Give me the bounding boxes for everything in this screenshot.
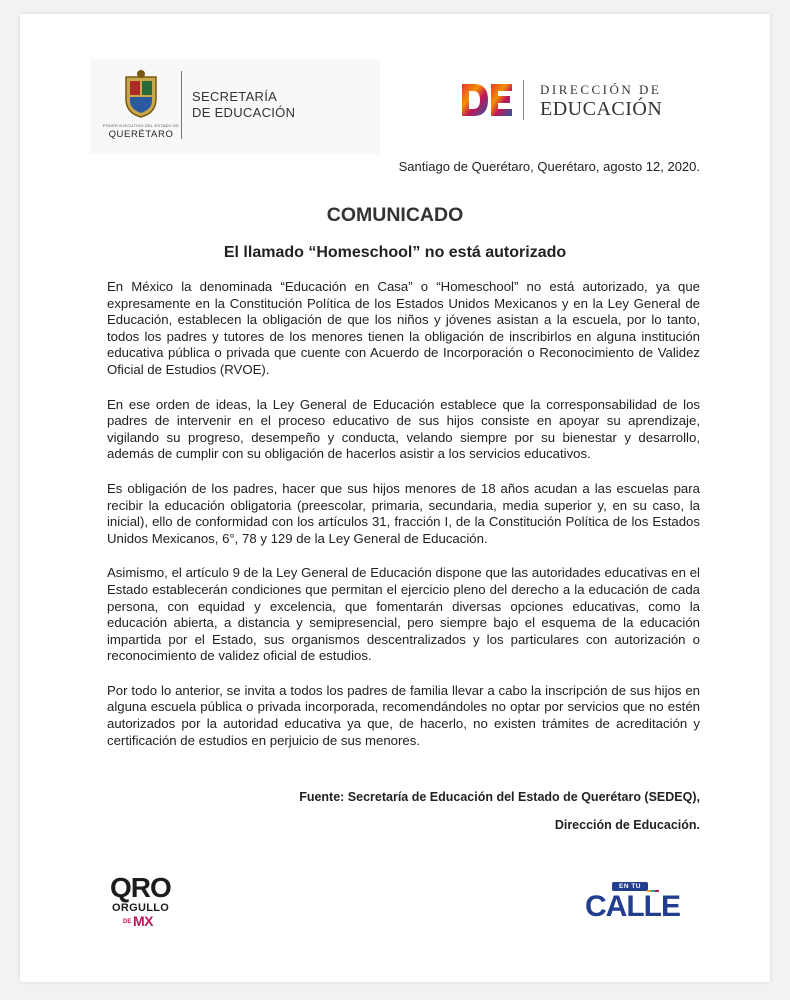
paragraph: Asimismo, el artículo 9 de la Ley General de Educación dispone que las autoridades educativas en el Estado establecerán condiciones que permitan el ejercicio pleno del derecho a la educación de cada persona, con equidad y excelencia, que fomentarán diversas opciones educativas, como la educación abierta, a distancia y semipresencial, pero siempre bajo el esquema de la educación impartida por el Estado, sus organismos descentralizados y los particulares con autorización o reconocimiento de validez oficial de estudios. — [107, 565, 700, 664]
document-page — [20, 14, 770, 982]
de-logo-word: DE — [123, 919, 132, 925]
orgullo-logo-word: ORGULLO — [112, 902, 170, 914]
logo-divider — [181, 71, 182, 139]
de-line1: DIRECCIÓN DE — [540, 82, 662, 97]
document-title: COMUNICADO — [326, 204, 464, 226]
de-mark-icon — [460, 82, 514, 118]
sedeq-name — [192, 89, 295, 121]
de-divider — [523, 80, 524, 120]
document-subtitle: El llamado “Homeschool” no está autorizado — [223, 244, 567, 261]
qro-orgullo-mx-logo — [110, 874, 190, 934]
source-line-2: Dirección de Educación. — [554, 818, 700, 832]
paragraph: En ese orden de ideas, la Ley General de Educación establece que la corresponsabilidad de los padres de intervenir en el proceso educativo de sus hijos consiste en apoyar su aprendizaje, vigilando su progreso, desempeño y conducta, velando siempre por su bienestar y desarrollo, además de cumplir con su obligación de hacerlos asistir a los servicios educativos. — [107, 396, 700, 462]
document-body — [107, 279, 700, 767]
paragraph: En México la denominada “Educación en Casa” o “Homeschool” no está autorizado, ya que expresamente en la Constitución Política de los Estados Unidos Mexicanos y en la Ley General de Educación, establecen la obligación de que los niños y jóvenes asistan a la escuela, por lo tanto, todos los padres y tutores de los menores tienen la obligación de inscribirlos en alguna institución educativa pública o privada que cuente con Acuerdo de Incorporación o Reconocimiento de Validez Oficial de Estudios (RVOE). — [107, 279, 700, 377]
source-line: Fuente: Secretaría de Educación del Estado de Querétaro (SEDEQ), — [299, 790, 700, 804]
qro-logo-word: QRO — [110, 872, 171, 903]
en-tu-badge: EN TU — [612, 882, 648, 891]
en-tu-calle-logo — [585, 882, 680, 927]
paragraph: Por todo lo anterior, se invita a todos los padres de familia llevar a cabo la inscripción de sus hijos en alguna escuela pública o privada incorporada, recomendándoles no optar por servicios que no estén autorizados por la autoridad educativa ya que, de hacerlo, no existen trámites de acreditación y certificación de estudios en perjuicio de sus menores. — [107, 682, 700, 748]
sedeq-line1: SECRETARÍA — [192, 89, 278, 104]
state-caption: PODER EJECUTIVO DEL ESTADO DE — [102, 123, 180, 128]
document-date: Santiago de Querétaro, Querétaro, agosto 12, 2020. — [398, 159, 700, 174]
state-coat-of-arms-icon — [120, 69, 162, 119]
de-line2: EDUCACIÓN — [540, 98, 663, 120]
calle-logo-word: CALLE — [585, 890, 680, 923]
paragraph: Es obligación de los padres, hacer que sus hijos menores de 18 años acudan a las escuelas para recibir la educación obligatoria (preescolar, primaria, secundaria, media superior y, en su caso, la inicial), ello de conformidad con los artículos 31, fracción I, de la Constitución Política de los Estados Unidos Mexicanos, 6°, 78 y 129 de la Ley General de Educación. — [107, 480, 700, 546]
direccion-educacion-logo — [460, 76, 675, 126]
state-name: QUERÉTARO — [108, 129, 174, 140]
sedeq-line2: DE EDUCACIÓN — [192, 105, 296, 120]
mx-logo-word: MX — [133, 913, 153, 929]
sedeq-logo — [90, 59, 380, 154]
